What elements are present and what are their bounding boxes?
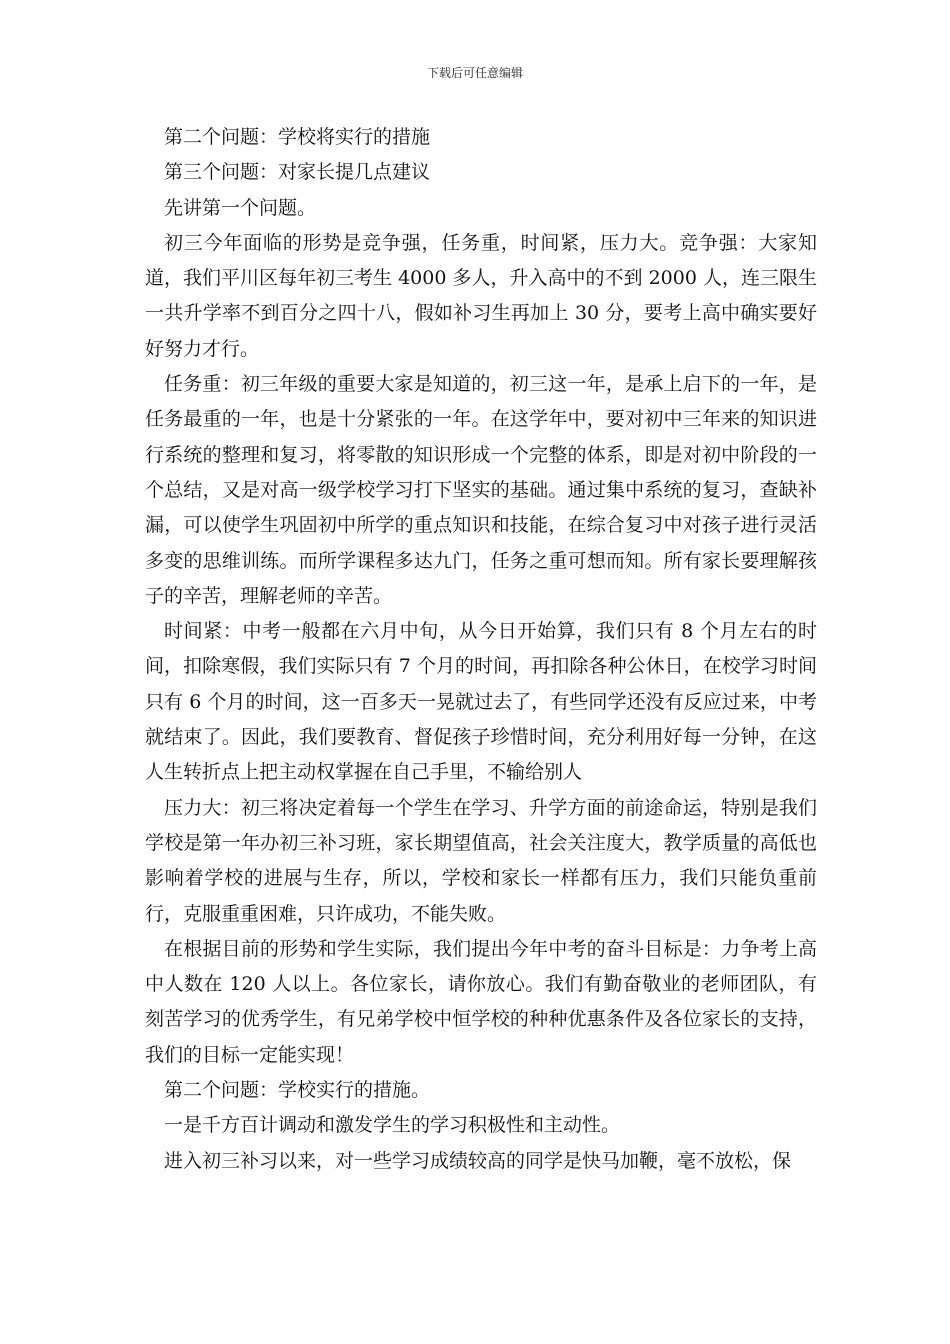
paragraph-school-measures-heading: 第二个问题：学校实行的措施。	[164, 1079, 431, 1102]
paragraph-tight-time: 时间紧：中考一般都在六月中旬，从今日开始算，我们只有 8 个月左右的时间，扣除寒假，我们实际只有 7 个月的时间，再扣除各种公休日，在校学习时间只有 6 个月的时间，这一百多天一晃就过去了，有些同学还没有反应过来，中考就结束了。因此，我们要教育、督促孩子珍惜时间，充分利用好每一分钟，在这人生转折点上把主动权掌握在自己手里，不输给别人	[145, 620, 817, 784]
paragraph-measure-one: 一是千方百计调动和激发学生的学习积极性和主动性。	[164, 1114, 621, 1137]
paragraph-high-pressure: 压力大：初三将决定着每一个学生在学习、升学方面的前途命运，特别是我们学校是第一年办初三补习班，家长期望值高，社会关注度大，教学质量的高低也影响着学校的进展与生存，所以，学校和家长一样都有压力，我们只能负重前行，克服重重困难，只许成功，不能失败。	[145, 796, 817, 925]
paragraph-goal: 在根据目前的形势和学生实际，我们提出今年中考的奋斗目标是：力争考上高中人数在 120 人以上。各位家长，请你放心。我们有勤奋敬业的老师团队，有刻苦学习的优秀学生，有兄弟学校中恒学校的种种优惠条件及各位家长的支持，我们的目标一定能实现！	[145, 937, 817, 1066]
paragraph-measure-one-detail: 进入初三补习以来，对一些学习成绩较高的同学是快马加鞭，毫不放松，保	[164, 1149, 792, 1172]
paragraph-problem-three-heading: 第三个问题：对家长提几点建议	[164, 161, 431, 184]
paragraph-situation-competition: 初三今年面临的形势是竞争强，任务重，时间紧，压力大。竞争强：大家知道，我们平川区每年初三考生 4000 多人，升入高中的不到 2000 人，连三限生一共升学率不到百分之四十八，假如补习生再加上 30 分，要考上高中确实要好好努力才行。	[145, 231, 817, 360]
paragraph-intro-first-problem: 先讲第一个问题。	[164, 196, 317, 219]
paragraph-heavy-task: 任务重：初三年级的重要大家是知道的，初三这一年，是承上启下的一年，是任务最重的一年，也是十分紧张的一年。在这学年中，要对初中三年来的知识进行系统的整理和复习，将零散的知识形成一个完整的体系，即是对初中阶段的一个总结，又是对高一级学校学习打下坚实的基础。通过集中系统的复习，查缺补漏，可以使学生巩固初中所学的重点知识和技能，在综合复习中对孩子进行灵活多变的思维训练。而所学课程多达九门，任务之重可想而知。所有家长要理解孩子的辛苦，理解老师的辛苦。	[145, 373, 817, 607]
paragraph-problem-two-heading: 第二个问题：学校将实行的措施	[164, 126, 431, 148]
page-header: 下载后可任意编辑	[426, 66, 523, 80]
document-body	[145, 120, 817, 1179]
